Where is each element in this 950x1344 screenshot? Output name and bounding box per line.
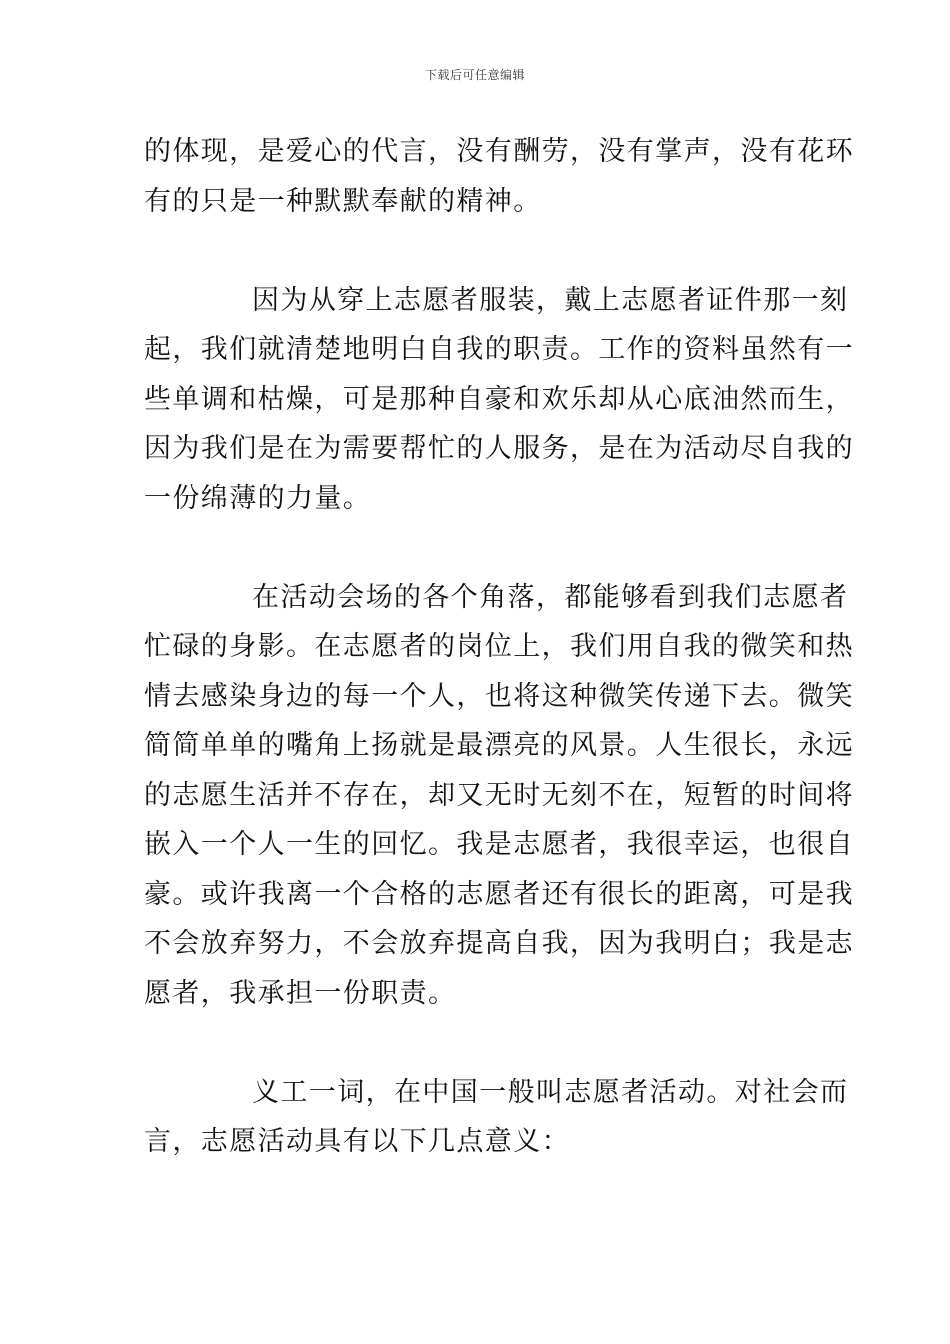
text-line: 言，志愿活动具有以下几点意义：: [144, 1126, 570, 1157]
text-line: 情去感染身边的每一个人，也将这种微笑传递下去。微笑: [144, 680, 854, 712]
paragraph-spacer: [144, 226, 808, 276]
paragraph: [144, 127, 854, 226]
text-line: 的体现，是爱心的代言，没有酬劳，没有掌声，没有花环: [144, 136, 854, 167]
text-line: 的志愿生活并不存在，却又无时无刻不在，短暂的时间将: [144, 779, 854, 811]
text-line: 不会放弃努力，不会放弃提高自我，因为我明白；我是志: [144, 928, 854, 959]
text-line: 一份绵薄的力量。: [144, 482, 372, 514]
text-line: 简简单单的嘴角上扬就是最漂亮的风景。人生很长，永远: [144, 730, 854, 761]
text-line: 愿者，我承担一份职责。: [144, 977, 457, 1009]
text-line: 豪。或许我离一个合格的志愿者还有很长的距离，可是我: [144, 878, 854, 910]
text-line: 些单调和枯燥，可是那种自豪和欢乐却从心底油然而生，: [144, 383, 854, 415]
text-line: 在活动会场的各个角落，都能够看到我们志愿者: [252, 581, 849, 613]
paragraph-spacer: [144, 523, 808, 573]
page-header: 下载后可任意编辑: [424, 68, 525, 82]
text-line: 起，我们就清楚地明白自我的职责。工作的资料虽然有一: [144, 334, 854, 365]
paragraph: [144, 573, 854, 1019]
paragraph: [144, 276, 854, 524]
paragraph-spacer: [144, 1018, 808, 1068]
text-line: 嵌入一个人一生的回忆。我是志愿者，我很幸运，也很自: [144, 829, 854, 860]
document-body: [144, 127, 854, 1167]
text-line: 因为从穿上志愿者服装，戴上志愿者证件那一刻: [252, 284, 849, 316]
text-line: 因为我们是在为需要帮忙的人服务，是在为活动尽自我的: [144, 433, 854, 464]
text-line: 义工一词，在中国一般叫志愿者活动。对社会而: [252, 1076, 849, 1108]
text-line: 忙碌的身影。在志愿者的岗位上，我们用自我的微笑和热: [144, 631, 854, 662]
text-line: 有的只是一种默默奉献的精神。: [144, 185, 542, 217]
paragraph: [144, 1068, 849, 1167]
